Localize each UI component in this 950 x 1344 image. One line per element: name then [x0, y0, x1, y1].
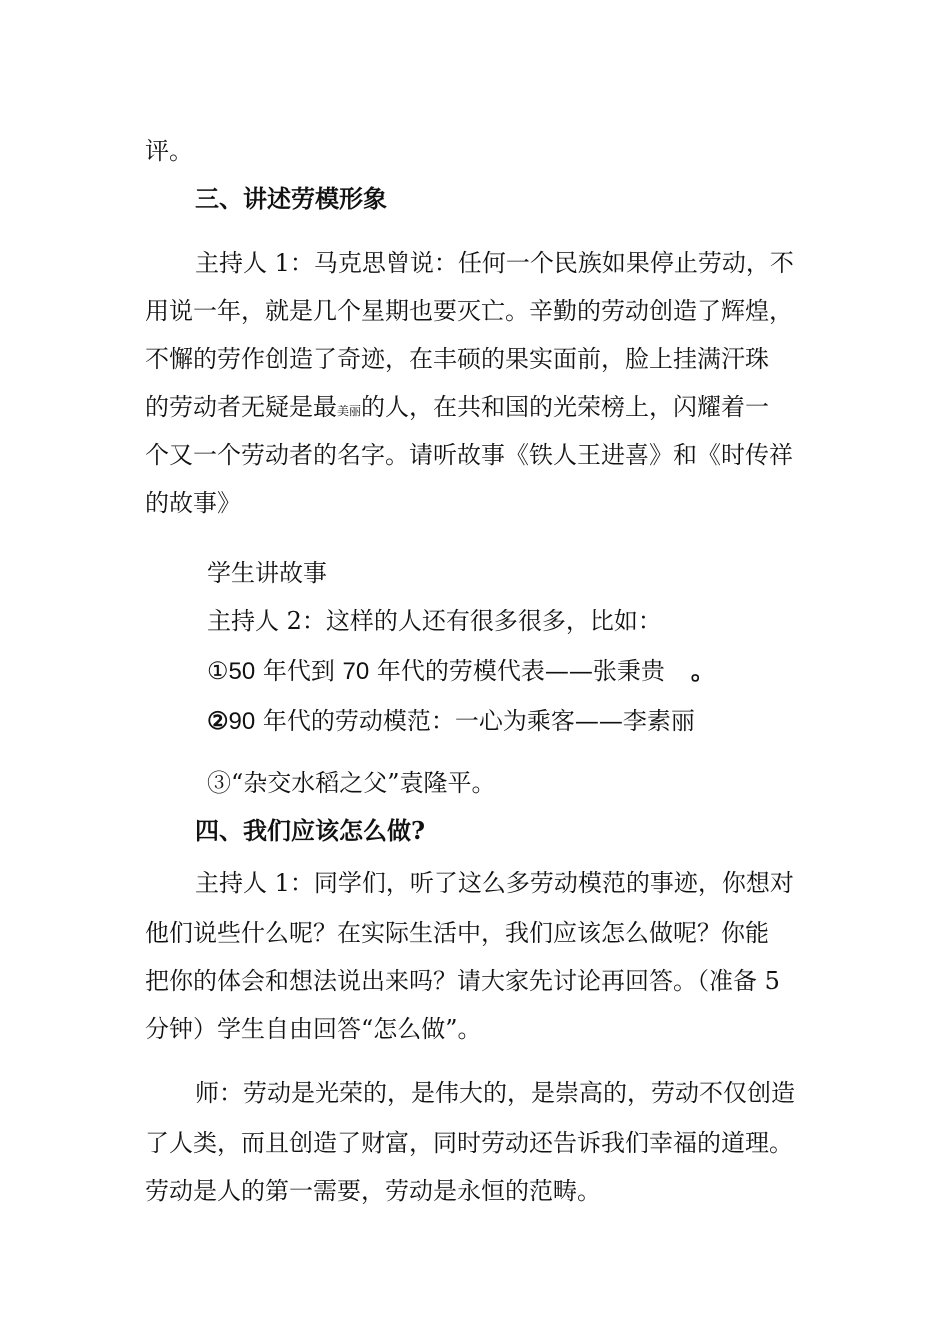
paragraph-line: 个又一个劳动者的名字。请听故事《铁人王进喜》和《时传祥 — [145, 441, 793, 469]
paragraph-line: 了人类，而且创造了财富，同时劳动还告诉我们幸福的道理。 — [145, 1129, 793, 1157]
paragraph-line: 主持人 1：同学们，听了这么多劳动模范的事迹，你想对 — [195, 869, 794, 897]
circled-number-2: ② — [207, 706, 229, 735]
paragraph-line: 用说一年，就是几个星期也要灭亡。辛勤的劳动创造了辉煌， — [145, 297, 793, 325]
intro-tail-text: 评。 — [145, 137, 193, 165]
paragraph-line: 的故事》 — [145, 489, 241, 517]
paragraph-line: 劳动是人的第一需要，劳动是永恒的范畴。 — [145, 1177, 601, 1205]
paragraph-line: 主持人 1：马克思曾说：任何一个民族如果停止劳动，不 — [195, 249, 794, 277]
paragraph-line: 师：劳动是光荣的，是伟大的，是崇高的，劳动不仅创造 — [195, 1079, 795, 1107]
host2-line: 主持人 2：这样的人还有很多很多，比如： — [207, 607, 662, 635]
number-text: 70 — [342, 658, 370, 685]
model-worker-item-3: ③“杂交水稻之父”袁隆平。 — [207, 769, 496, 797]
students-tell-story-text: 学生讲故事 — [207, 559, 327, 587]
number-text: 90 — [228, 708, 256, 735]
paragraph-text: 的人，在共和国的光荣榜上，闪耀着一 — [361, 393, 770, 421]
paragraph-line: 不懈的劳作创造了奇迹，在丰硕的果实面前，脸上挂满汗珠 — [145, 345, 769, 373]
circled-number-1: ① — [207, 657, 229, 685]
paragraph-line — [145, 392, 769, 426]
section-4-heading: 四、我们应该怎么做? — [195, 816, 426, 845]
item-end-mark: 。 — [690, 656, 715, 685]
number-text: 50 — [228, 658, 256, 685]
paragraph-line: 把你的体会和想法说出来吗？请大家先讨论再回答。（准备 5 — [145, 967, 780, 995]
small-inline-text: 美丽 — [337, 404, 362, 418]
paragraph-line: 他们说些什么呢？在实际生活中，我们应该怎么做呢？你能 — [145, 919, 769, 947]
item-text: 年代的劳动模范：一心为乘客——李素丽 — [255, 707, 695, 735]
paragraph-line: 分钟）学生自由回答“怎么做”。 — [145, 1015, 482, 1043]
model-worker-item-1 — [207, 656, 715, 687]
section-3-heading: 三、讲述劳模形象 — [195, 184, 387, 213]
paragraph-text: 的劳动者无疑是最 — [145, 393, 337, 421]
item-text: 年代到 — [255, 657, 343, 685]
model-worker-item-2 — [207, 706, 695, 737]
item-text: 年代的劳模代表——张秉贵 — [369, 657, 665, 685]
